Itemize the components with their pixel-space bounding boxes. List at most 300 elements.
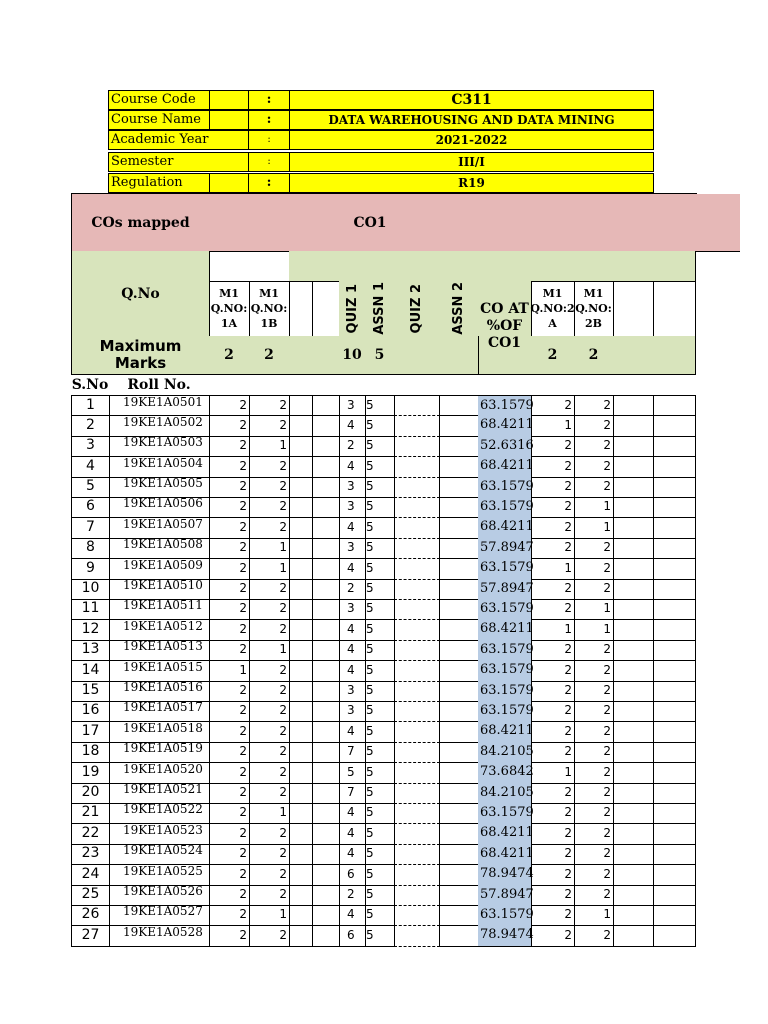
row-co-attainment: 63.1579 xyxy=(478,660,532,682)
row-co-attainment: 57.8947 xyxy=(478,538,532,559)
row-m1-2a: 2 xyxy=(531,477,575,498)
row-sno: 11 xyxy=(71,599,110,620)
blank-cell xyxy=(653,681,696,702)
blank-cell xyxy=(439,477,479,498)
blank-cell xyxy=(289,844,313,865)
row-assn1: 5 xyxy=(365,660,395,682)
row-assn1: 5 xyxy=(365,844,395,865)
row-m1-1b: 2 xyxy=(249,742,290,763)
blank-cell xyxy=(653,803,696,824)
blank-cell xyxy=(312,762,340,784)
blank-cell xyxy=(531,251,575,282)
blank-cell xyxy=(439,783,479,804)
row-m1-2a: 2 xyxy=(531,864,575,886)
row-m1-1b: 2 xyxy=(249,456,290,478)
max-2b: 2 xyxy=(574,336,614,375)
row-m1-1a: 2 xyxy=(209,885,250,906)
blank-cell xyxy=(613,477,654,498)
row-m1-1a: 2 xyxy=(209,558,250,580)
blank-cell xyxy=(312,905,340,926)
blank-cell xyxy=(613,640,654,661)
blank-cell xyxy=(312,803,340,824)
blank-cell xyxy=(613,517,654,539)
blank-cell xyxy=(394,681,440,702)
row-sno: 13 xyxy=(71,640,110,661)
row-assn1: 5 xyxy=(365,905,395,926)
row-m1-1a: 2 xyxy=(209,721,250,743)
row-assn1: 5 xyxy=(365,436,395,457)
blank-cell xyxy=(289,395,313,416)
row-quiz1: 3 xyxy=(339,477,366,498)
row-sno: 14 xyxy=(71,660,110,682)
row-m1-1a: 2 xyxy=(209,415,250,437)
blank-cell xyxy=(653,558,696,580)
row-assn1: 5 xyxy=(365,681,395,702)
blank-cell xyxy=(439,497,479,518)
row-m1-1a: 2 xyxy=(209,701,250,722)
row-m1-1a: 2 xyxy=(209,497,250,518)
regulation-value: R19 xyxy=(289,173,654,193)
row-roll-no: 19KE1A0510 xyxy=(109,579,210,600)
max-1b: 2 xyxy=(249,336,290,375)
row-co-attainment: 63.1579 xyxy=(478,558,532,580)
blank-cell xyxy=(394,701,440,722)
blank-cell xyxy=(312,844,340,865)
row-m1-1b: 2 xyxy=(249,477,290,498)
row-assn1: 5 xyxy=(365,864,395,886)
row-m1-1a: 2 xyxy=(209,436,250,457)
row-roll-no: 19KE1A0515 xyxy=(109,660,210,682)
row-roll-no: 19KE1A0502 xyxy=(109,415,210,437)
row-m1-2a: 2 xyxy=(531,803,575,824)
semester-label: Semester xyxy=(108,152,249,172)
blank-cell xyxy=(653,864,696,886)
blank-cell xyxy=(312,783,340,804)
blank-cell xyxy=(312,864,340,886)
row-quiz1: 4 xyxy=(339,823,366,845)
blank-cell xyxy=(312,538,340,559)
row-m1-2a: 2 xyxy=(531,579,575,600)
blank-cell xyxy=(653,925,696,947)
co-blank-cell xyxy=(531,194,740,252)
academic-year-value: 2021-2022 xyxy=(289,130,654,150)
blank-cell xyxy=(613,864,654,886)
col-quiz1-label: QUIZ 1 xyxy=(344,283,360,334)
blank-cell xyxy=(394,823,440,845)
blank-cell xyxy=(613,251,654,282)
blank-cell xyxy=(653,844,696,865)
row-m1-2a: 2 xyxy=(531,844,575,865)
row-m1-1a: 1 xyxy=(209,660,250,682)
blank-cell xyxy=(653,885,696,906)
row-quiz1: 6 xyxy=(339,864,366,886)
row-m1-1a: 2 xyxy=(209,599,250,620)
row-m1-1a: 2 xyxy=(209,925,250,947)
row-m1-1a: 2 xyxy=(209,803,250,824)
row-sno: 10 xyxy=(71,579,110,600)
blank-cell xyxy=(394,619,440,641)
row-co-attainment: 63.1579 xyxy=(478,599,532,620)
row-m1-2b: 1 xyxy=(574,517,614,539)
row-m1-2a: 2 xyxy=(531,925,575,947)
row-assn1: 5 xyxy=(365,517,395,539)
blank-cell xyxy=(394,783,440,804)
row-roll-no: 19KE1A0517 xyxy=(109,701,210,722)
row-co-attainment: 68.4211 xyxy=(478,823,532,845)
row-m1-2b: 2 xyxy=(574,558,614,580)
row-m1-2a: 1 xyxy=(531,762,575,784)
row-co-attainment: 78.9474 xyxy=(478,864,532,886)
blank-cell xyxy=(394,742,440,763)
row-co-attainment: 78.9474 xyxy=(478,925,532,947)
row-co-attainment: 63.1579 xyxy=(478,477,532,498)
course-name-value: DATA WAREHOUSING AND DATA MINING xyxy=(289,110,654,130)
row-quiz1: 3 xyxy=(339,538,366,559)
row-m1-2b: 2 xyxy=(574,415,614,437)
row-quiz1: 4 xyxy=(339,803,366,824)
row-m1-1b: 2 xyxy=(249,395,290,416)
row-m1-2b: 2 xyxy=(574,660,614,682)
row-m1-1b: 2 xyxy=(249,660,290,682)
blank-cell xyxy=(289,721,313,743)
blank-cell xyxy=(439,742,479,763)
row-m1-1b: 2 xyxy=(249,497,290,518)
row-quiz1: 3 xyxy=(339,497,366,518)
row-co-attainment: 73.6842 xyxy=(478,762,532,784)
row-m1-1b: 2 xyxy=(249,517,290,539)
blank-cell xyxy=(289,885,313,906)
row-sno: 8 xyxy=(71,538,110,559)
row-m1-1b: 2 xyxy=(249,701,290,722)
row-quiz1: 2 xyxy=(339,885,366,906)
blank-cell xyxy=(312,517,340,539)
blank-cell xyxy=(439,681,479,702)
row-m1-2a: 2 xyxy=(531,681,575,702)
row-m1-1a: 2 xyxy=(209,477,250,498)
row-m1-1a: 2 xyxy=(209,844,250,865)
blank-cell xyxy=(394,599,440,620)
row-assn1: 5 xyxy=(365,721,395,743)
blank-cell xyxy=(289,681,313,702)
row-roll-no: 19KE1A0503 xyxy=(109,436,210,457)
blank-cell xyxy=(653,497,696,518)
row-co-attainment: 63.1579 xyxy=(478,905,532,926)
colon: : xyxy=(248,152,290,172)
row-m1-2b: 2 xyxy=(574,885,614,906)
row-m1-1b: 2 xyxy=(249,721,290,743)
blank-cell xyxy=(312,742,340,763)
row-m1-1b: 1 xyxy=(249,538,290,559)
col-quiz1-header xyxy=(339,251,366,337)
row-assn1: 5 xyxy=(365,395,395,416)
blank-cell xyxy=(439,660,479,682)
blank-cell xyxy=(289,783,313,804)
row-roll-no: 19KE1A0525 xyxy=(109,864,210,886)
blank-cell xyxy=(394,497,440,518)
max-assn1: 5 xyxy=(365,336,395,375)
row-m1-2a: 2 xyxy=(531,721,575,743)
blank-cell xyxy=(312,640,340,661)
blank-cell xyxy=(653,436,696,457)
row-sno: 7 xyxy=(71,517,110,539)
row-sno: 12 xyxy=(71,619,110,641)
blank-cell xyxy=(439,640,479,661)
row-co-attainment: 63.1579 xyxy=(478,701,532,722)
row-co-attainment: 68.4211 xyxy=(478,721,532,743)
blank-cell xyxy=(394,538,440,559)
row-m1-2b: 2 xyxy=(574,436,614,457)
row-m1-2a: 2 xyxy=(531,436,575,457)
blank-cell xyxy=(394,721,440,743)
row-quiz1: 4 xyxy=(339,456,366,478)
row-sno: 19 xyxy=(71,762,110,784)
row-m1-2b: 2 xyxy=(574,538,614,559)
row-m1-2a: 2 xyxy=(531,599,575,620)
blank-cell xyxy=(653,415,696,437)
blank-cell xyxy=(289,497,313,518)
blank-cell xyxy=(394,864,440,886)
row-sno: 24 xyxy=(71,864,110,886)
col-assn1-label: ASSN 1 xyxy=(372,282,387,335)
academic-year-row xyxy=(0,130,768,150)
blank-cell xyxy=(312,599,340,620)
blank-cell xyxy=(439,558,479,580)
row-sno: 26 xyxy=(71,905,110,926)
blank-cell xyxy=(439,619,479,641)
blank-cell xyxy=(439,885,479,906)
row-quiz1: 4 xyxy=(339,619,366,641)
blank-cell xyxy=(439,538,479,559)
empty-cell xyxy=(209,110,249,130)
row-assn1: 5 xyxy=(365,640,395,661)
row-sno: 15 xyxy=(71,681,110,702)
blank-cell xyxy=(613,619,654,641)
row-quiz1: 3 xyxy=(339,681,366,702)
row-quiz1: 3 xyxy=(339,701,366,722)
row-m1-2a: 2 xyxy=(531,517,575,539)
row-co-attainment: 57.8947 xyxy=(478,885,532,906)
blank-cell xyxy=(312,456,340,478)
course-code-value: C311 xyxy=(289,90,654,110)
row-assn1: 5 xyxy=(365,599,395,620)
row-sno: 22 xyxy=(71,823,110,845)
blank-cell xyxy=(653,619,696,641)
row-sno: 5 xyxy=(71,477,110,498)
row-m1-2b: 2 xyxy=(574,681,614,702)
col-m1-2b-header: M1 Q.NO: 2B xyxy=(574,281,614,337)
row-m1-1b: 2 xyxy=(249,844,290,865)
row-m1-1b: 2 xyxy=(249,823,290,845)
row-m1-1a: 2 xyxy=(209,823,250,845)
blank-cell xyxy=(613,885,654,906)
blank-cell xyxy=(312,619,340,641)
blank-cell xyxy=(289,803,313,824)
row-co-attainment: 84.2105 xyxy=(478,783,532,804)
row-sno: 3 xyxy=(71,436,110,457)
row-assn1: 5 xyxy=(365,701,395,722)
row-m1-2b: 1 xyxy=(574,905,614,926)
row-roll-no: 19KE1A0507 xyxy=(109,517,210,539)
blank-cell xyxy=(289,599,313,620)
blank-cell xyxy=(613,823,654,845)
blank-cell xyxy=(613,415,654,437)
blank-cell xyxy=(394,885,440,906)
blank-cell xyxy=(653,517,696,539)
row-m1-2b: 2 xyxy=(574,742,614,763)
blank-cell xyxy=(653,395,696,416)
row-quiz1: 4 xyxy=(339,905,366,926)
max-2a: 2 xyxy=(531,336,575,375)
row-sno: 23 xyxy=(71,844,110,865)
row-roll-no: 19KE1A0509 xyxy=(109,558,210,580)
blank-cell xyxy=(653,281,696,337)
blank-cell xyxy=(394,925,440,947)
row-roll-no: 19KE1A0513 xyxy=(109,640,210,661)
row-m1-2b: 2 xyxy=(574,823,614,845)
row-m1-2a: 1 xyxy=(531,415,575,437)
blank-cell xyxy=(394,579,440,600)
blank-cell xyxy=(613,762,654,784)
blank-cell xyxy=(439,721,479,743)
col-coat-header: CO AT %OF CO1 xyxy=(478,251,532,375)
blank-cell xyxy=(289,436,313,457)
blank-cell xyxy=(312,251,340,282)
col-quiz2-label: QUIZ 2 xyxy=(409,283,424,334)
blank-cell xyxy=(613,436,654,457)
row-roll-no: 19KE1A0526 xyxy=(109,885,210,906)
row-roll-no: 19KE1A0505 xyxy=(109,477,210,498)
blank-cell xyxy=(394,660,440,682)
row-roll-no: 19KE1A0519 xyxy=(109,742,210,763)
regulation-row xyxy=(0,173,768,193)
max-1a: 2 xyxy=(209,336,250,375)
blank-cell xyxy=(653,783,696,804)
row-co-attainment: 63.1579 xyxy=(478,681,532,702)
row-m1-2b: 1 xyxy=(574,599,614,620)
row-m1-1a: 2 xyxy=(209,681,250,702)
blank-cell xyxy=(653,823,696,845)
blank-cell xyxy=(439,579,479,600)
blank-cell xyxy=(653,336,696,375)
row-m1-2a: 2 xyxy=(531,395,575,416)
empty-cell xyxy=(209,90,249,110)
blank-cell xyxy=(394,395,440,416)
row-m1-2a: 1 xyxy=(531,619,575,641)
row-m1-1b: 2 xyxy=(249,415,290,437)
colon: : xyxy=(248,173,290,193)
col-assn2-header xyxy=(439,251,479,337)
row-roll-no: 19KE1A0518 xyxy=(109,721,210,743)
row-m1-2b: 2 xyxy=(574,925,614,947)
blank-cell xyxy=(613,742,654,763)
blank-cell xyxy=(613,599,654,620)
row-m1-1a: 2 xyxy=(209,783,250,804)
row-quiz1: 4 xyxy=(339,558,366,580)
row-m1-2a: 2 xyxy=(531,538,575,559)
row-sno: 1 xyxy=(71,395,110,416)
blank-cell xyxy=(653,660,696,682)
row-m1-2b: 2 xyxy=(574,803,614,824)
row-co-attainment: 57.8947 xyxy=(478,579,532,600)
blank-cell xyxy=(394,803,440,824)
blank-cell xyxy=(613,701,654,722)
row-m1-1b: 2 xyxy=(249,579,290,600)
row-assn1: 5 xyxy=(365,477,395,498)
blank-cell xyxy=(394,640,440,661)
row-sno: 16 xyxy=(71,701,110,722)
row-roll-no: 19KE1A0527 xyxy=(109,905,210,926)
blank-cell xyxy=(289,864,313,886)
row-roll-no: 19KE1A0501 xyxy=(109,395,210,416)
row-quiz1: 3 xyxy=(339,395,366,416)
row-assn1: 5 xyxy=(365,619,395,641)
blank-cell xyxy=(613,681,654,702)
row-assn1: 5 xyxy=(365,558,395,580)
blank-cell xyxy=(312,281,340,337)
semester-value: III/I xyxy=(289,152,654,172)
row-m1-1b: 1 xyxy=(249,803,290,824)
blank-cell xyxy=(394,436,440,457)
row-roll-no: 19KE1A0521 xyxy=(109,783,210,804)
row-assn1: 5 xyxy=(365,925,395,947)
blank-cell xyxy=(312,436,340,457)
row-roll-no: 19KE1A0520 xyxy=(109,762,210,784)
blank-cell xyxy=(312,681,340,702)
row-quiz1: 2 xyxy=(339,436,366,457)
row-sno: 20 xyxy=(71,783,110,804)
blank-cell xyxy=(394,558,440,580)
course-code-label: Course Code xyxy=(108,90,210,110)
blank-cell xyxy=(289,281,313,337)
blank-cell xyxy=(289,660,313,682)
blank-cell xyxy=(653,579,696,600)
row-roll-no: 19KE1A0508 xyxy=(109,538,210,559)
blank-cell xyxy=(613,925,654,947)
blank-cell xyxy=(439,905,479,926)
col-m1-1b-header: M1 Q.NO: 1B xyxy=(249,281,290,337)
blank-cell xyxy=(439,415,479,437)
col-assn2-label: ASSN 2 xyxy=(451,282,466,335)
row-m1-1b: 2 xyxy=(249,599,290,620)
row-assn1: 5 xyxy=(365,497,395,518)
row-m1-2a: 2 xyxy=(531,456,575,478)
blank-cell xyxy=(613,497,654,518)
row-m1-2a: 2 xyxy=(531,783,575,804)
row-m1-1a: 2 xyxy=(209,864,250,886)
row-m1-1b: 1 xyxy=(249,436,290,457)
blank-cell xyxy=(312,660,340,682)
blank-cell xyxy=(289,538,313,559)
row-roll-no: 19KE1A0516 xyxy=(109,681,210,702)
blank-cell xyxy=(439,844,479,865)
row-m1-2a: 2 xyxy=(531,497,575,518)
row-roll-no: 19KE1A0506 xyxy=(109,497,210,518)
row-m1-2a: 1 xyxy=(531,558,575,580)
row-m1-1b: 1 xyxy=(249,905,290,926)
row-m1-1b: 2 xyxy=(249,681,290,702)
blank-cell xyxy=(289,579,313,600)
blank-cell xyxy=(439,823,479,845)
blank-cell xyxy=(613,721,654,743)
blank-cell xyxy=(312,925,340,947)
row-roll-no: 19KE1A0511 xyxy=(109,599,210,620)
col-m1-1a-header: M1 Q.NO: 1A xyxy=(209,281,250,337)
blank-cell xyxy=(653,538,696,559)
row-quiz1: 4 xyxy=(339,517,366,539)
blank-cell xyxy=(613,558,654,580)
co1-label: CO1 xyxy=(209,194,532,252)
row-quiz1: 4 xyxy=(339,844,366,865)
